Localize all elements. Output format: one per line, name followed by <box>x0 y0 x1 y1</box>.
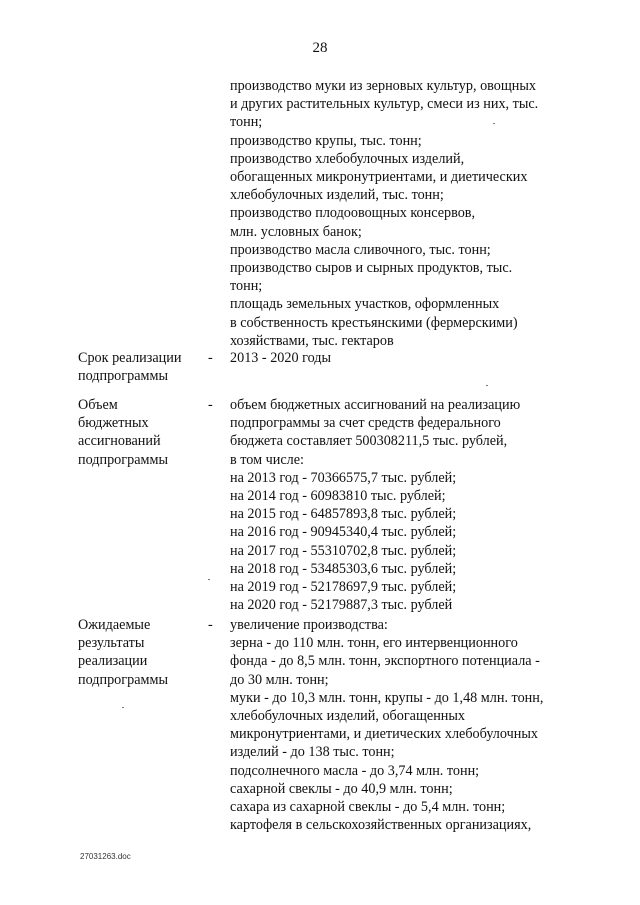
dash-separator: - <box>208 617 213 633</box>
text-line: производство масла сливочного, тыс. тонн; <box>230 241 491 258</box>
text-line: объем бюджетных ассигнований на реализацию <box>230 397 521 413</box>
expected-results-label: Ожидаемые результаты реализации подпрограммы <box>78 617 168 688</box>
document-file-code: 27031263.doc <box>80 852 131 861</box>
budget-allocations-value <box>230 396 570 614</box>
text-line: картофеля в сельскохозяйственных организациях, <box>230 817 532 834</box>
text-line: и других растительных культур, смеси из них, тыс. <box>230 96 539 113</box>
budget-year-line: на 2013 год - 70366575,7 тыс. рублей; <box>230 469 457 486</box>
budget-year-line: на 2015 год - 64857893,8 тыс. рублей; <box>230 506 457 523</box>
budget-allocations-label: Объем бюджетных ассигнований подпрограммы <box>78 397 168 468</box>
text-line: обогащенных микронутриентами, и диетических <box>230 169 528 186</box>
budget-year-line: на 2014 год - 60983810 тыс. рублей; <box>230 488 446 505</box>
text-line: до 30 млн. тонн; <box>230 671 329 688</box>
budget-year-line: на 2018 год - 53485303,6 тыс. рублей; <box>230 560 457 577</box>
text-line: микронутриентами, и диетических хлебобулочных <box>230 726 538 743</box>
text-line: подпрограммы за счет средств федерального <box>230 415 501 432</box>
text-line: 2013 - 2020 годы <box>230 350 332 366</box>
text-line: производство муки из зерновых культур, овощных <box>230 78 537 94</box>
text-line: муки - до 10,3 млн. тонн, крупы - до 1,48 млн. тонн, <box>230 689 544 706</box>
text-line: хлебобулочных изделий, обогащенных <box>230 708 466 725</box>
text-line: фонда - до 8,5 млн. тонн, экспортного потенциала - <box>230 653 540 670</box>
text-line: подсолнечного масла - до 3,74 млн. тонн; <box>230 762 480 779</box>
text-line: увеличение производства: <box>230 617 388 633</box>
scan-speck <box>486 385 488 386</box>
text-line: площадь земельных участков, оформленных <box>230 296 500 313</box>
scan-speck <box>493 123 495 124</box>
scan-speck <box>208 579 210 580</box>
budget-year-line: на 2017 год - 55310702,8 тыс. рублей; <box>230 542 457 559</box>
text-line: изделий - до 138 тыс. тонн; <box>230 744 395 761</box>
text-line: зерна - до 110 млн. тонн, его интервенционного <box>230 635 518 652</box>
dash-separator: - <box>208 350 213 366</box>
text-line: хлебобулочных изделий, тыс. тонн; <box>230 187 444 204</box>
text-line: производство сыров и сырных продуктов, тыс. <box>230 260 513 277</box>
text-line: млн. условных банок; <box>230 223 362 240</box>
dash-separator: - <box>208 397 213 413</box>
text-line: производство хлебобулочных изделий, <box>230 150 465 167</box>
goal-indicators-continuation <box>230 77 570 350</box>
text-line: тонн; <box>230 278 263 295</box>
implementation-period-label: Срок реализации подпрограммы <box>78 350 182 385</box>
text-line: тонн; <box>230 114 263 131</box>
budget-year-line: на 2020 год - 52179887,3 тыс. рублей <box>230 597 453 614</box>
text-line: производство крупы, тыс. тонн; <box>230 132 422 149</box>
budget-year-line: на 2019 год - 52178697,9 тыс. рублей; <box>230 579 457 596</box>
page-number: 28 <box>312 40 328 56</box>
implementation-period-value <box>230 349 570 367</box>
text-line: в собственность крестьянскими (фермерскими) <box>230 314 518 331</box>
text-line: сахара из сахарной свеклы - до 5,4 млн. тонн; <box>230 799 506 816</box>
text-line: хозяйствами, тыс. гектаров <box>230 332 394 349</box>
text-line: сахарной свеклы - до 40,9 млн. тонн; <box>230 780 453 797</box>
budget-year-line: на 2016 год - 90945340,4 тыс. рублей; <box>230 524 457 541</box>
text-line: бюджета составляет 500308211,5 тыс. рублей, <box>230 433 508 450</box>
text-line: производство плодоовощных консервов, <box>230 205 476 222</box>
scan-speck <box>122 707 124 708</box>
text-line: в том числе: <box>230 451 304 468</box>
expected-results-value <box>230 616 570 834</box>
